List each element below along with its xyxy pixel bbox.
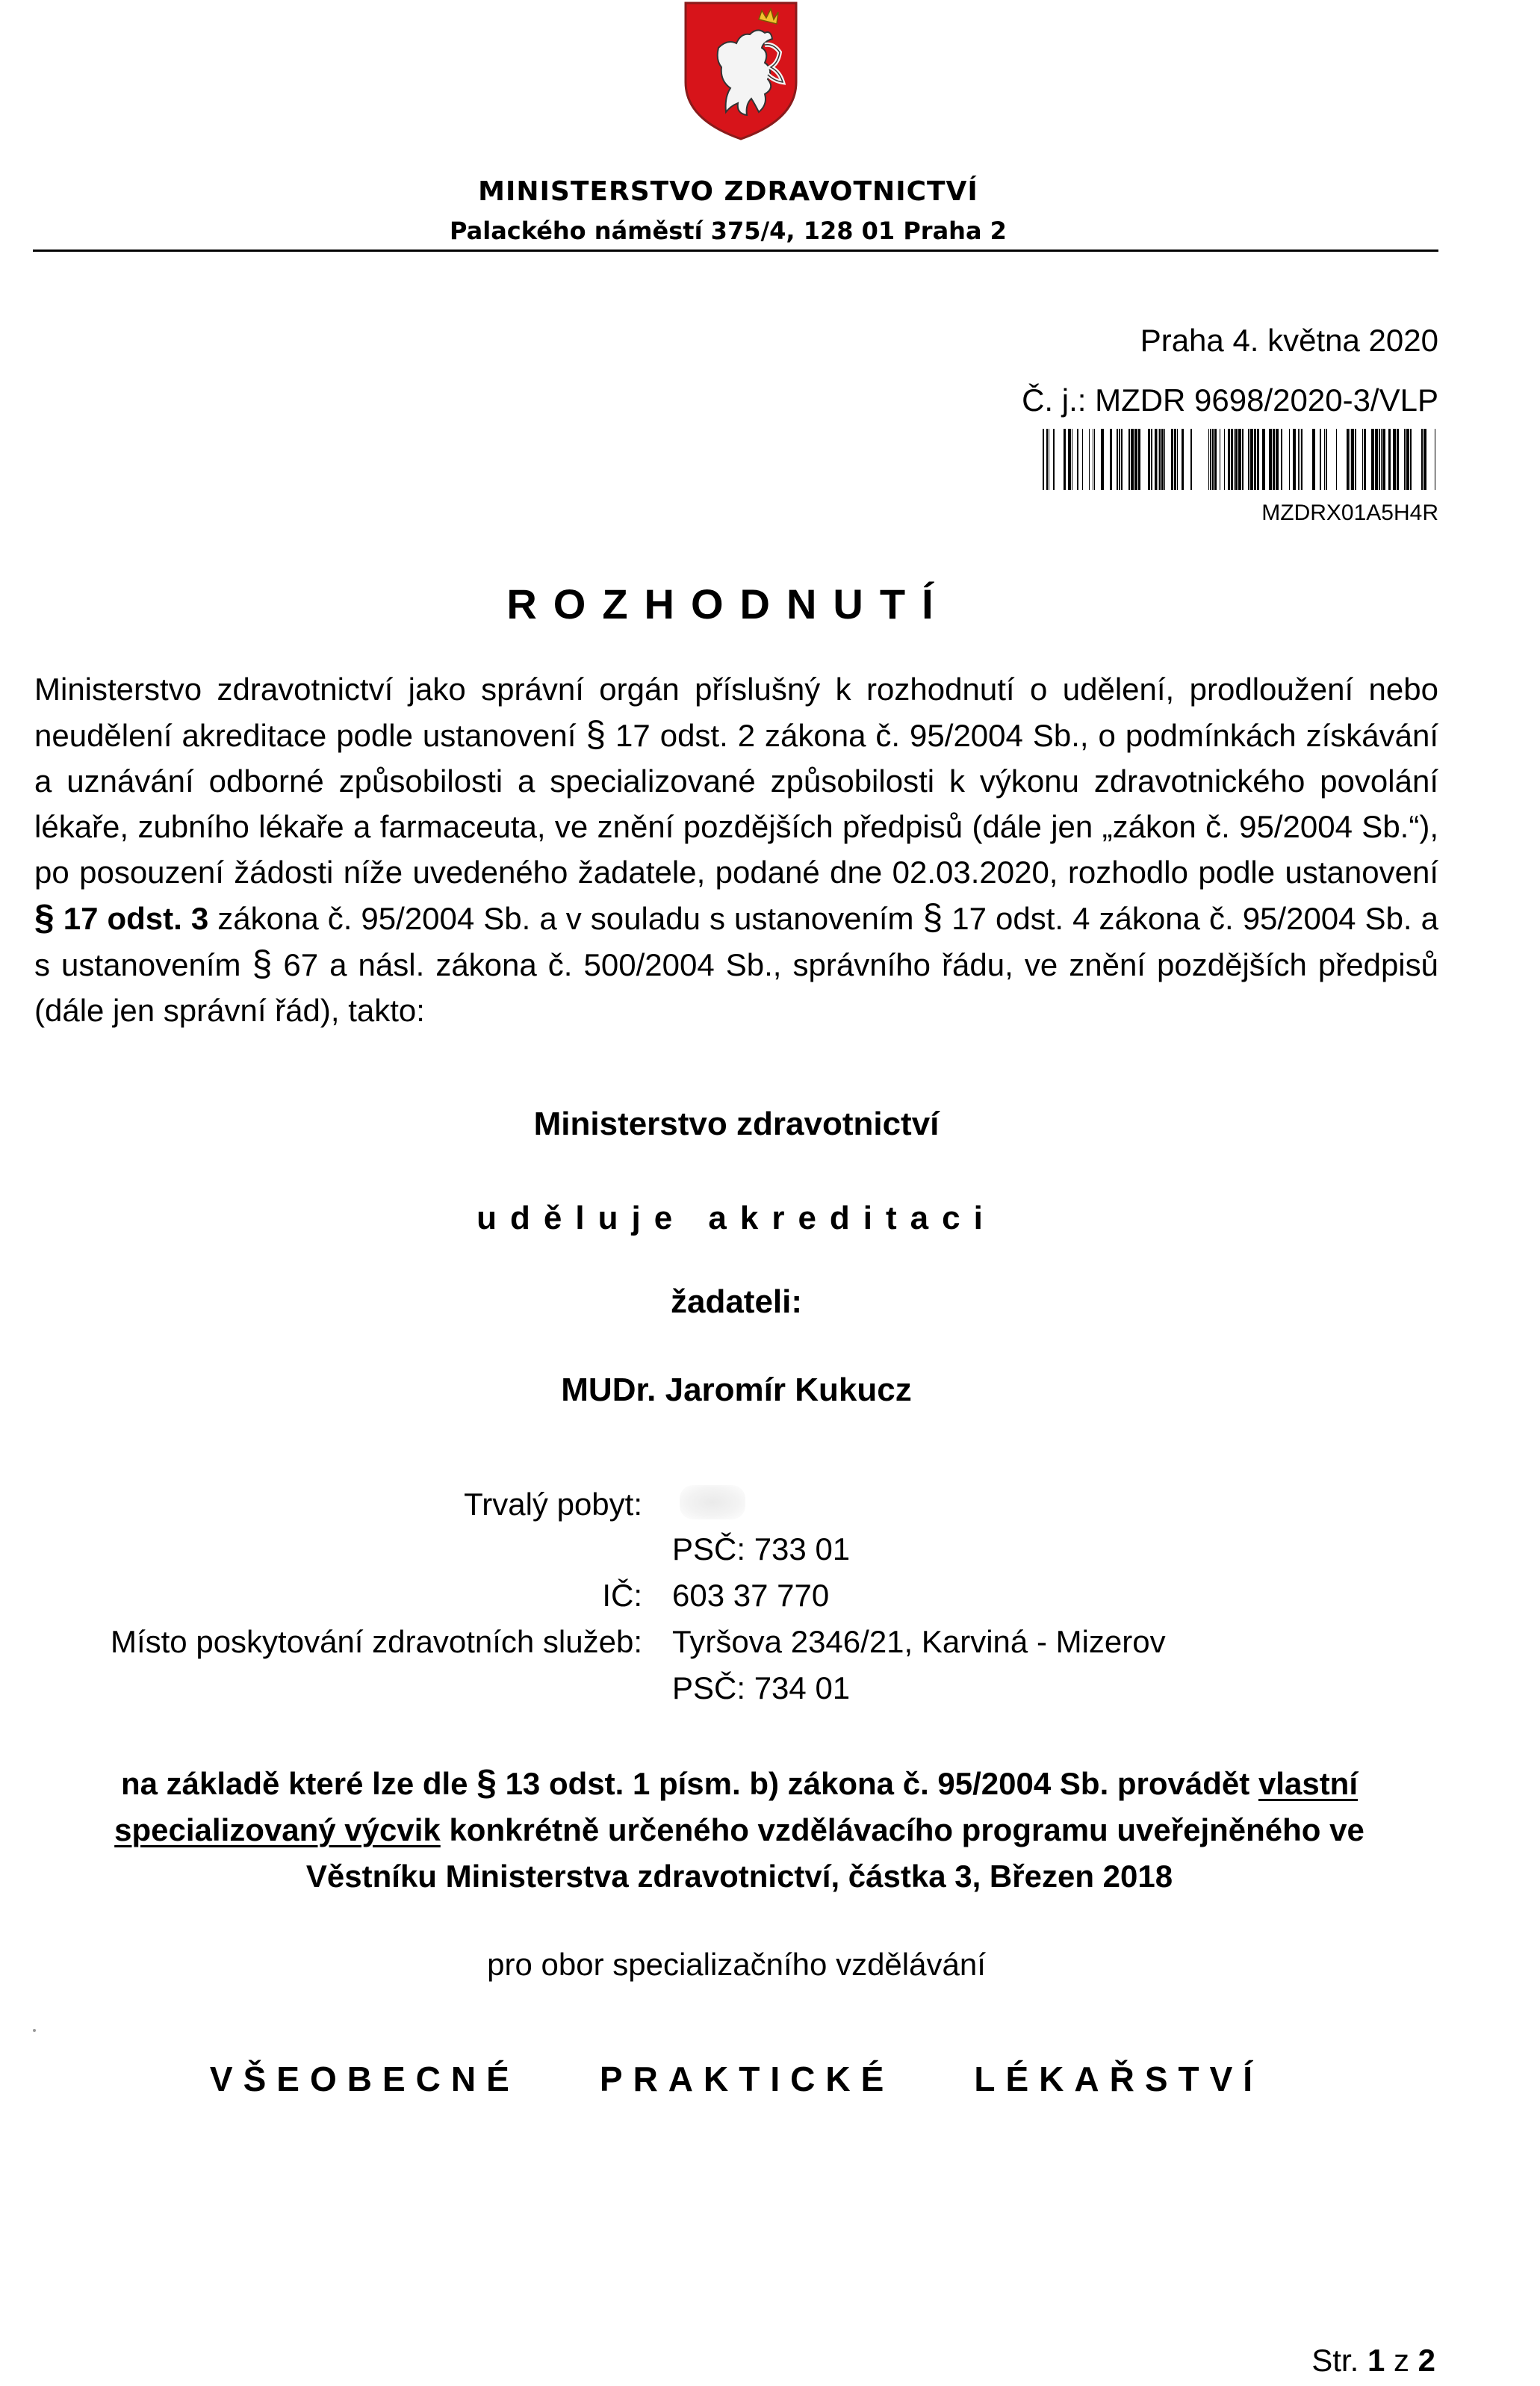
barcode-bar (1298, 429, 1299, 490)
barcode-bar (1089, 429, 1090, 490)
barcode-bar (1276, 429, 1279, 490)
barcode-bar (1248, 429, 1249, 490)
reference-number (1022, 382, 1438, 418)
barcode-bar (1119, 429, 1120, 490)
barcode-bar (1053, 429, 1055, 490)
barcode-bar (1375, 429, 1378, 490)
barcode-bar (1388, 429, 1391, 490)
reference-value: MZDR 9698/2020-3/VLP (1095, 382, 1438, 418)
barcode-bar (1364, 429, 1366, 490)
section-sign: § (34, 898, 55, 938)
barcode-bar (1117, 429, 1118, 490)
barcode-bar (1121, 429, 1123, 490)
barcode-bar (1171, 429, 1173, 490)
underlined-text: vlastní specializovaný výcvik (114, 1766, 1359, 1847)
barcode-bar (1138, 429, 1140, 490)
specialization-field (0, 2059, 1473, 2099)
barcode-bar (1182, 429, 1184, 490)
field-intro: pro obor specializačního vzdělávání (487, 1947, 986, 1982)
barcode-bar (1161, 429, 1164, 490)
barcode-bar (1324, 429, 1325, 490)
applicant-label: žadateli: (670, 1283, 803, 1320)
barcode-bar (1234, 429, 1235, 490)
decision-statement: uděluje akreditaci (476, 1200, 996, 1236)
page-prefix: Str. (1311, 2343, 1367, 2378)
barcode-bar (1326, 429, 1327, 490)
barcode-bar (1379, 429, 1380, 490)
barcode-bar (1046, 429, 1048, 490)
barcode-bar (1148, 429, 1150, 490)
intro-text: 67 a násl. zákona č. 500/2004 Sb., správního řádu, ve znění pozdějších předpisů (dále jen správní řád), takto: (34, 947, 1438, 1028)
document-title: ROZHODNUTÍ (506, 580, 950, 628)
barcode-bar (1164, 429, 1165, 490)
barcode-bar (1077, 429, 1078, 490)
residence-postcode: PSČ: 733 01 (672, 1531, 851, 1567)
field-word: PRAKTICKÉ (599, 2060, 895, 2098)
page-total: 2 (1418, 2343, 1435, 2378)
reference-prefix: Č. j.: (1022, 382, 1096, 418)
field-word: VŠEOBECNÉ (209, 2060, 520, 2098)
residence-label: Trvalý pobyt: (464, 1487, 642, 1522)
barcode-bar (1382, 429, 1385, 490)
barcode-bar (1262, 429, 1265, 490)
barcode-bar (1214, 429, 1217, 490)
barcode-bar (1406, 429, 1409, 490)
barcode-bar (1208, 429, 1209, 490)
ministry-address: Palackého náměstí 375/4, 128 01 Praha 2 (450, 217, 1007, 245)
barcode-bar (1355, 429, 1356, 490)
intro-bold-text: 17 odst. 3 (54, 901, 209, 936)
barcode-bar (1155, 429, 1157, 490)
stray-dot (33, 2029, 36, 2032)
service-place-label: Místo poskytování zdravotních služeb: (110, 1624, 642, 1659)
barcode-bar (1224, 429, 1225, 490)
barcode-bar (1273, 429, 1275, 490)
barcode-bar (1410, 429, 1412, 490)
field-word: LÉKAŘSTVÍ (974, 2060, 1264, 2098)
page-number (1311, 2343, 1435, 2379)
barcode-bar (1281, 429, 1282, 490)
barcode-bar (1269, 429, 1272, 490)
barcode-bar (1347, 429, 1349, 490)
barcode-bar (1257, 429, 1259, 490)
barcode-bar (1043, 429, 1044, 490)
barcode-bar (1242, 429, 1244, 490)
barcode-bar (1312, 429, 1315, 490)
barcode-bar (1212, 429, 1214, 490)
barcode-bar (1393, 429, 1396, 490)
barcode-bar (1397, 429, 1399, 490)
barcode-bar (1351, 429, 1354, 490)
section-sign: § (476, 1763, 497, 1803)
barcode-bar (1238, 429, 1241, 490)
intro-text: 17 odst. 2 zákona č. 95/2004 Sb., o podmínkách získávání a uznávání odborné způsobilosti a specializované způsobilosti k výkonu zdravotnického povolání lékaře, zubního lékaře a farmaceuta, ve znění pozdějších předpisů (dále jen „zákon č. 95/2004 Sb.“), po posouzení žádosti níže uvedeného žadatele, podané dne 02.03.2020, rozhodlo podle ustanovení (34, 718, 1438, 890)
redacted-address (680, 1485, 745, 1519)
barcode-bar (1404, 429, 1406, 490)
service-place-postcode: PSČ: 734 01 (672, 1670, 851, 1705)
barcode-bar (1094, 429, 1095, 490)
intro-text: zákona č. 95/2004 Sb. a v souladu s ustanovením (208, 901, 923, 936)
barcode-bar (1362, 429, 1363, 490)
section-sign: § (252, 944, 273, 984)
service-place-value: Tyršova 2346/21, Karviná - Mizerov (672, 1624, 1166, 1659)
barcode-bar (1151, 429, 1152, 490)
barcode-bar (1228, 429, 1230, 490)
barcode-bar (1177, 429, 1178, 490)
ic-value: 603 37 770 (672, 1578, 830, 1613)
barcode-bar (1101, 429, 1104, 490)
barcode-bar (1082, 429, 1083, 490)
barcode-bar (1381, 429, 1382, 490)
intro-text: Ministerstvo zdravotnictví jako správní orgán příslušný k rozhodnutí o udělení, prodloužení nebo neudělení akreditace podle ustanovení (34, 672, 1438, 753)
barcode-bar (1174, 429, 1176, 490)
barcode-bar (1289, 429, 1290, 490)
barcode-bar (1293, 429, 1296, 490)
barcode-bar (1231, 429, 1233, 490)
barcode-bar (1190, 429, 1192, 490)
applicant-name: MUDr. Jaromír Kukucz (561, 1372, 912, 1408)
accreditation-statement (45, 1760, 1434, 1900)
barcode-bar (1064, 429, 1066, 490)
intro-text: 17 odst. 4 zákona č. 95/2004 Sb. a s ustanovením (34, 901, 1438, 982)
barcode-bar (1210, 429, 1211, 490)
barcode-bar (1320, 429, 1321, 490)
statement-text: konkrétně určeného vzdělávacího programu uveřejněného ve Věstníku Ministerstva zdravotnictví, částka 3, Březen 2018 (305, 1812, 1364, 1894)
document-date: Praha 4. května 2020 (1140, 323, 1438, 358)
barcode-bar (1068, 429, 1071, 490)
section-sign: § (922, 898, 943, 938)
header-divider (33, 250, 1438, 252)
barcode-bar (1134, 429, 1137, 490)
coat-of-arms-icon (681, 0, 801, 142)
barcode-bar (1254, 429, 1256, 490)
barcode-bar (1128, 429, 1130, 490)
ministry-name: MINISTERSTVO ZDRAVOTNICTVÍ (478, 176, 978, 207)
intro-paragraph (34, 666, 1438, 1033)
statement-text: 13 odst. 1 písm. b) zákona č. 95/2004 Sb. provádět (496, 1766, 1258, 1801)
barcode-bar (1235, 429, 1238, 490)
barcode-bar (1250, 429, 1253, 490)
barcode-bar (1336, 429, 1337, 490)
barcode-bar (1110, 429, 1112, 490)
barcode-bar (1131, 429, 1134, 490)
section-sign: § (586, 715, 606, 754)
barcode-bar (1421, 429, 1423, 490)
barcode-icon (1043, 429, 1438, 490)
statement-text: na základě které lze dle (120, 1766, 477, 1801)
barcode-text: MZDRX01A5H4R (1261, 501, 1438, 525)
issuing-authority: Ministerstvo zdravotnictví (533, 1106, 940, 1142)
barcode-bar (1301, 429, 1303, 490)
barcode-bar (1159, 429, 1161, 490)
barcode-bar (1423, 429, 1426, 490)
page-separator: z (1385, 2343, 1418, 2378)
barcode-bar (1371, 429, 1374, 490)
page-current: 1 (1367, 2343, 1385, 2378)
ic-label: IČ: (602, 1578, 642, 1613)
